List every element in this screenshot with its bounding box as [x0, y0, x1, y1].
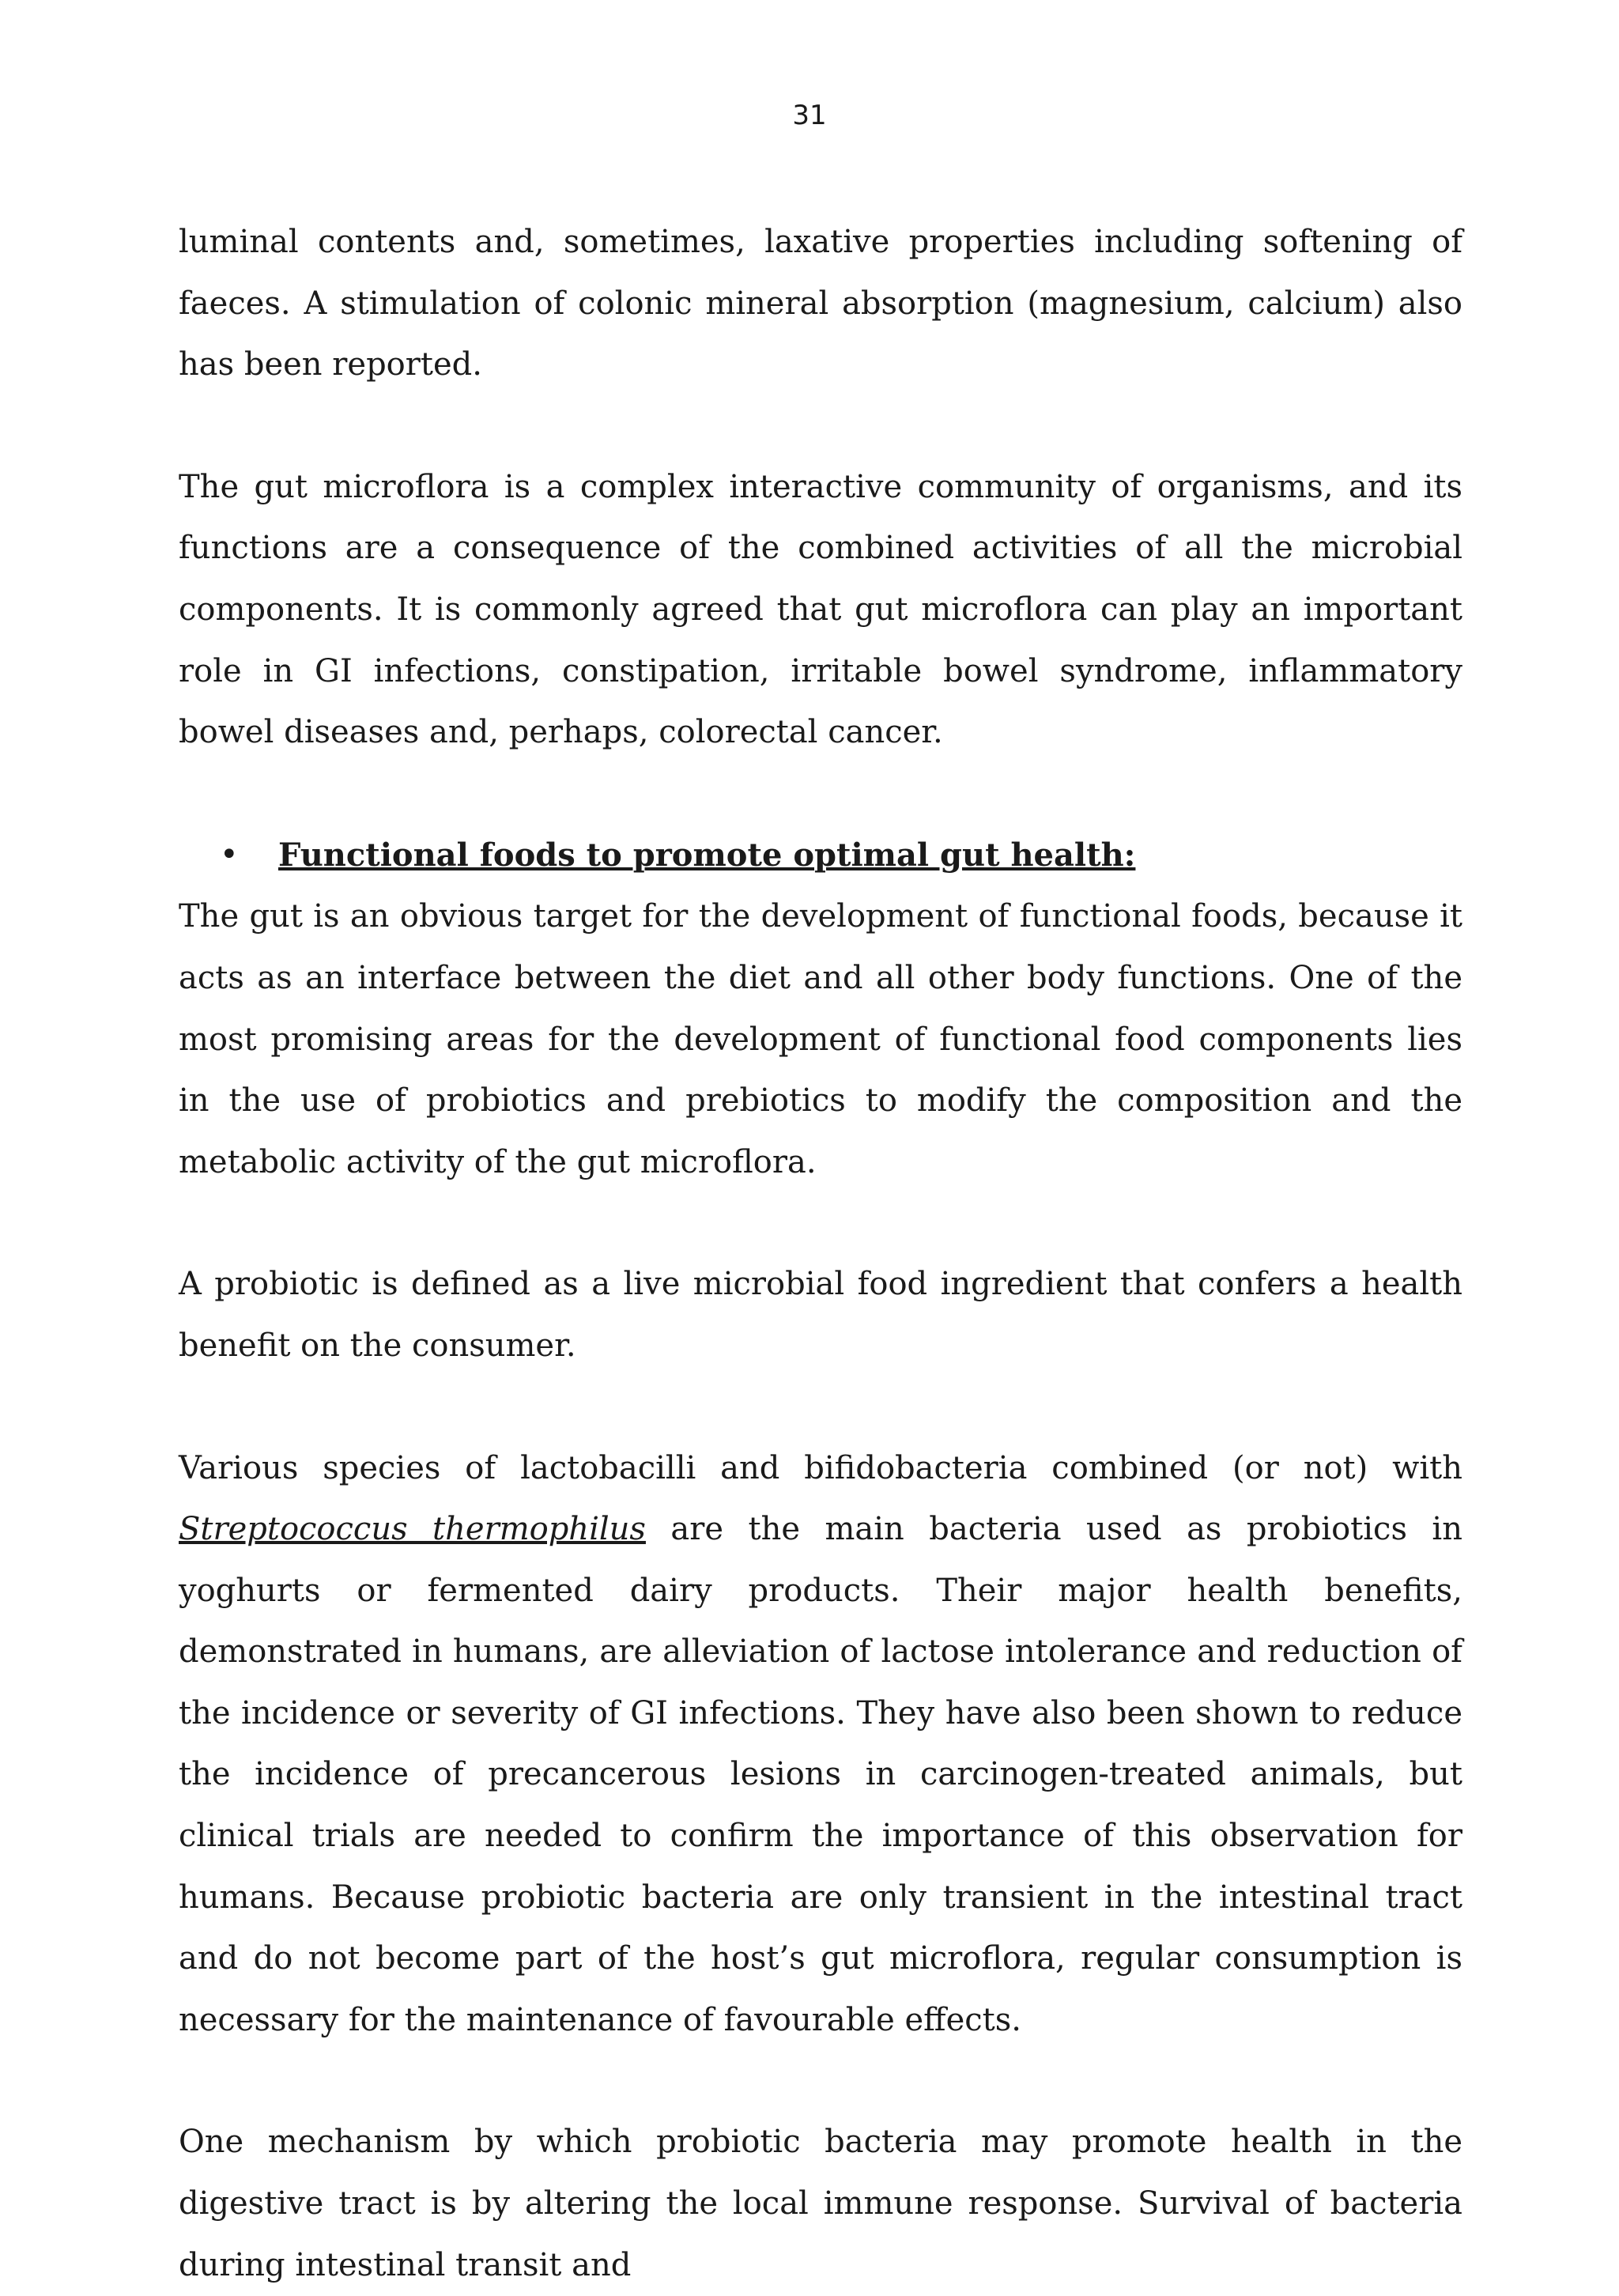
paragraph-3: The gut is an obvious target for the development of functional foods, because it acts as an interface between the diet and all other body functions. One of the most promising areas for the development of functional food components lies in the use of probiotics and prebiotics to modify the composition and the metabolic activity of the gut microflora. — [179, 898, 1462, 1180]
paragraph-5-rest: are the main bacteria used as probiotics in yoghurts or fermented dairy products. Their major health benefits, demonstrated in humans, are alleviation of lactose intolerance and reduction of the incidence or severity of GI infections. They have also been shown to reduce the incidence of precancerous lesions in carcinogen-treated animals, but clinical trials are needed to confirm the importance of this observation for humans. Because probiotic bacteria are only transient in the intestinal tract and do not become part of the host’s gut microflora, regular consumption is necessary for the maintenance of favourable effects. — [179, 1511, 1462, 2038]
paragraph-2: The gut microflora is a complex interactive community of organisms, and its functions are a consequence of the combined activities of all the microbial components. It is commonly agreed that gut microflora can play an important role in GI infections, constipation, irritable bowel syndrome, inflammatory bowel diseases and, perhaps, colorectal cancer. — [179, 468, 1462, 751]
paragraph-5 — [179, 1438, 1462, 2052]
bullet-icon: • — [220, 836, 239, 873]
species-name: Streptococcus thermophilus — [179, 1511, 646, 1548]
paragraph-6: One mechanism by which probiotic bacteria may promote health in the digestive tract is by altering the local immune response. Survival of bacteria during intestinal transit and — [179, 2124, 1462, 2283]
paragraph-4: A probiotic is defined as a live microbial food ingredient that confers a health benefit on the consumer. — [179, 1266, 1462, 1364]
paragraph-1: luminal contents and, sometimes, laxative properties including softening of faeces. A stimulation of colonic mineral absorption (magnesium, calcium) also has been reported. — [179, 224, 1462, 383]
section-heading — [179, 825, 1462, 887]
heading-text: Functional foods to promote optimal gut health: — [278, 836, 1136, 874]
page-number: 31 — [792, 100, 827, 131]
body-text — [179, 212, 1462, 2296]
paragraph-5-lead: Various species of lactobacilli and bifidobacteria combined (or not) with — [179, 1449, 1462, 1486]
